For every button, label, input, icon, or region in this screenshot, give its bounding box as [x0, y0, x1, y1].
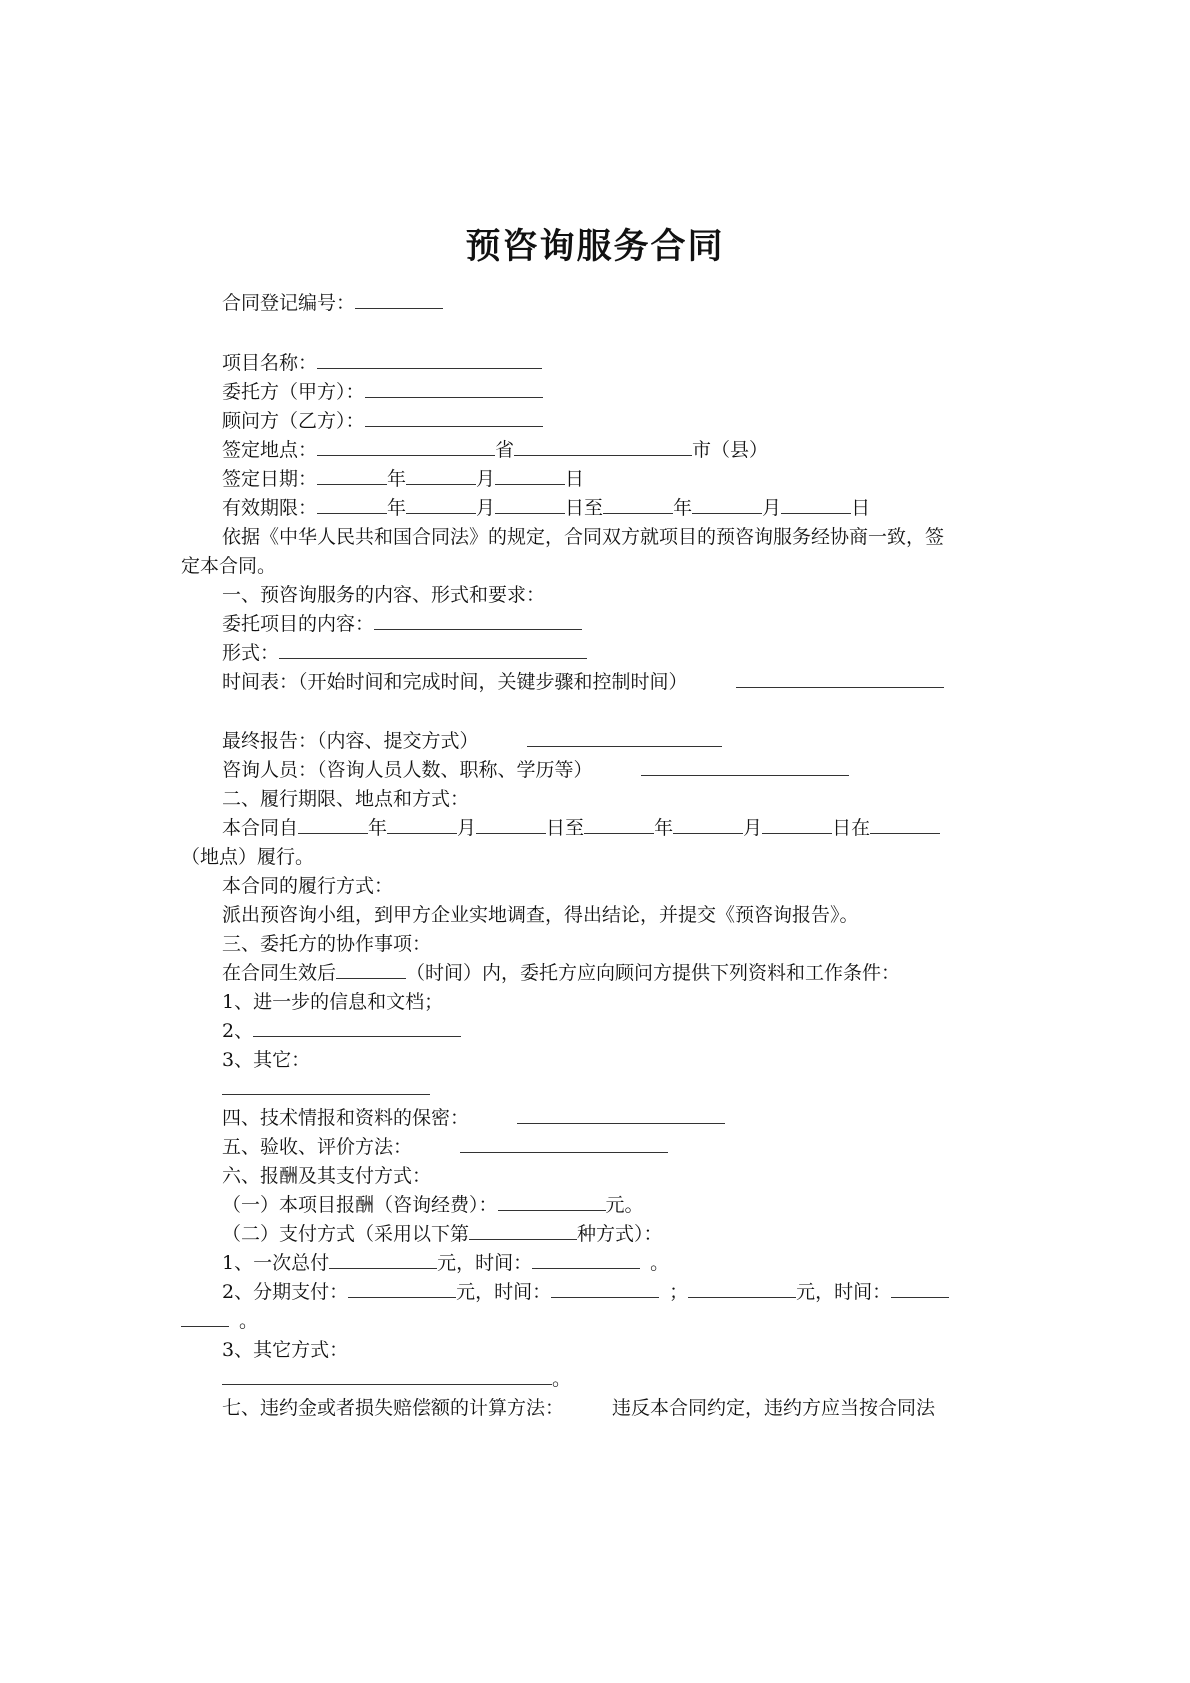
s6-opt3: 3、其它方式： [222, 1339, 349, 1361]
s6-opt2-prefix: 2、分期支付： [222, 1281, 349, 1303]
day-to-text: 日至 [546, 817, 585, 839]
document-title: 预咨询服务合同 [465, 226, 725, 267]
month-text: 月 [743, 817, 763, 839]
s6-opt1-prefix: 1、一次总付 [222, 1252, 330, 1274]
blank [532, 1248, 640, 1269]
s2-period-line-2: （地点）履行。 [181, 846, 315, 868]
preamble-line-1: 依据《中华人民共和国合同法》的规定，合同双方就项目的预咨询服务经协商一致，签 [222, 526, 945, 548]
s3-item-1: 1、进一步的信息和文档； [222, 991, 444, 1013]
s2-period-prefix: 本合同自 [222, 817, 299, 839]
preamble-line-2: 定本合同。 [181, 555, 277, 577]
section-2-heading: 二、履行期限、地点和方式： [222, 788, 470, 810]
blank [317, 464, 387, 485]
s6-pay-suffix: 种方式）： [577, 1223, 663, 1245]
project-name-blank [317, 348, 542, 369]
s5-blank [460, 1132, 668, 1153]
s6-opt2-mid: 元，时间： [456, 1281, 552, 1303]
party-a-blank [365, 377, 543, 398]
blank [891, 1277, 949, 1298]
s3-item-3: 3、其它： [222, 1049, 311, 1071]
s2-period-line [222, 813, 940, 844]
s4-blank [517, 1103, 725, 1124]
s1-report-label: 最终报告：（内容、提交方式） [222, 730, 479, 752]
day-to-text: 日至 [565, 497, 604, 519]
s1-content-blank [374, 609, 582, 630]
year-text: 年 [654, 817, 674, 839]
party-a-line [222, 377, 543, 408]
section-7-heading: 七、违约金或者损失赔偿额的计算方法： [222, 1397, 565, 1419]
s6-opt1-end: 。 [650, 1252, 670, 1274]
blank [870, 813, 940, 834]
s6-opt3-end: 。 [552, 1368, 572, 1390]
blank [406, 493, 476, 514]
month-text: 月 [476, 497, 496, 519]
s1-schedule-label: 时间表：（开始时间和完成时间，关键步骤和控制时间） [222, 671, 688, 693]
blank [551, 1277, 659, 1298]
blank [673, 813, 743, 834]
blank [692, 493, 762, 514]
s3-item-3-blank-line [222, 1074, 430, 1105]
s1-schedule-blank [736, 667, 944, 688]
party-b-blank [365, 406, 543, 427]
section-1-heading: 一、预咨询服务的内容、形式和要求： [222, 584, 546, 606]
s1-staff-line [222, 755, 849, 786]
s3-time-blank [336, 958, 406, 979]
blank [762, 813, 832, 834]
section-4-heading: 四、技术情报和资料的保密： [222, 1107, 470, 1129]
party-b-label: 顾问方（乙方）： [222, 410, 365, 432]
blank [348, 1277, 456, 1298]
day-text: 日 [851, 497, 871, 519]
validity-label: 有效期限： [222, 497, 318, 519]
sign-date-line [222, 464, 584, 495]
s2-method-label: 本合同的履行方式： [222, 875, 394, 897]
s1-content-label: 委托项目的内容： [222, 613, 375, 635]
s6-opt1-mid: 元，时间： [437, 1252, 533, 1274]
blank [298, 813, 368, 834]
section-7-line [222, 1393, 935, 1424]
s6-opt3-blank [222, 1364, 552, 1385]
blank [317, 493, 387, 514]
s6-opt2-line-2 [181, 1306, 258, 1337]
section-5-heading: 五、验收、评价方法： [222, 1136, 413, 1158]
s6-fee-suffix: 元。 [605, 1194, 644, 1216]
day-text: 日 [565, 468, 585, 490]
reg-no-line [222, 288, 443, 319]
sign-place-label: 签定地点： [222, 439, 318, 461]
blank [584, 813, 654, 834]
project-name-label: 项目名称： [222, 352, 318, 374]
s6-opt3-blank-line [222, 1364, 571, 1395]
s6-opt2-line [222, 1277, 1009, 1308]
month-text: 月 [476, 468, 496, 490]
section-6-heading: 六、报酬及其支付方式： [222, 1165, 432, 1187]
month-text: 月 [457, 817, 477, 839]
s3-intro-suffix: （时间）内，委托方应向顾问方提供下列资料和工作条件： [406, 962, 901, 984]
s3-item-2: 2、 [222, 1020, 254, 1042]
province-blank [317, 435, 495, 456]
s1-form-line [222, 638, 587, 669]
s1-staff-label: 咨询人员：（咨询人员人数、职称、学历等） [222, 759, 593, 781]
s1-content-line [222, 609, 582, 640]
s1-report-blank [527, 726, 722, 747]
s6-fee-prefix: （一）本项目报酬（咨询经费）： [222, 1194, 498, 1216]
s1-form-blank [279, 638, 587, 659]
s3-intro-line [222, 958, 900, 989]
s6-pay-line [222, 1219, 663, 1250]
year-text: 年 [387, 468, 407, 490]
city-blank [514, 435, 692, 456]
reg-no-blank [355, 288, 443, 309]
s3-item-2-line [222, 1016, 461, 1047]
project-name-line [222, 348, 542, 379]
blank [387, 813, 457, 834]
day-at-text: 日在 [832, 817, 871, 839]
reg-no-label: 合同登记编号： [222, 292, 356, 314]
s6-opt2-sep: ； [669, 1281, 689, 1303]
s6-pay-blank [469, 1219, 577, 1240]
party-a-label: 委托方（甲方）： [222, 381, 365, 403]
sign-date-label: 签定日期： [222, 468, 318, 490]
province-text: 省 [495, 439, 515, 461]
blank [495, 464, 565, 485]
s3-intro-prefix: 在合同生效后 [222, 962, 337, 984]
month-text: 月 [762, 497, 782, 519]
blank [406, 464, 476, 485]
validity-line [222, 493, 870, 524]
section-3-heading: 三、委托方的协作事项： [222, 933, 432, 955]
section-7-text: 违反本合同约定，违约方应当按合同法 [612, 1397, 936, 1419]
s6-opt2-end: 。 [239, 1310, 259, 1332]
section-5-line [222, 1132, 668, 1163]
blank [781, 493, 851, 514]
party-b-line [222, 406, 543, 437]
s3-item-2-blank [253, 1016, 461, 1037]
sign-place-line [222, 435, 768, 466]
s1-report-line [222, 726, 722, 757]
s1-schedule-line [222, 667, 944, 698]
s6-pay-prefix: （二）支付方式（采用以下第 [222, 1223, 470, 1245]
year-text: 年 [387, 497, 407, 519]
blank [603, 493, 673, 514]
blank [688, 1277, 796, 1298]
s1-form-label: 形式： [222, 642, 280, 664]
year-text: 年 [673, 497, 693, 519]
s6-opt1-line [222, 1248, 669, 1279]
blank [329, 1248, 437, 1269]
s6-opt2-mid2: 元，时间： [796, 1281, 892, 1303]
blank [476, 813, 546, 834]
blank [495, 493, 565, 514]
year-text: 年 [368, 817, 388, 839]
s6-fee-line [222, 1190, 644, 1221]
s6-fee-blank [498, 1190, 606, 1211]
s2-method-text: 派出预咨询小组，到甲方企业实地调查，得出结论，并提交《预咨询报告》。 [222, 904, 859, 926]
s3-item-3-blank [222, 1074, 430, 1095]
section-4-line [222, 1103, 725, 1134]
city-text: 市（县） [692, 439, 769, 461]
s1-staff-blank [641, 755, 849, 776]
blank [181, 1306, 229, 1327]
